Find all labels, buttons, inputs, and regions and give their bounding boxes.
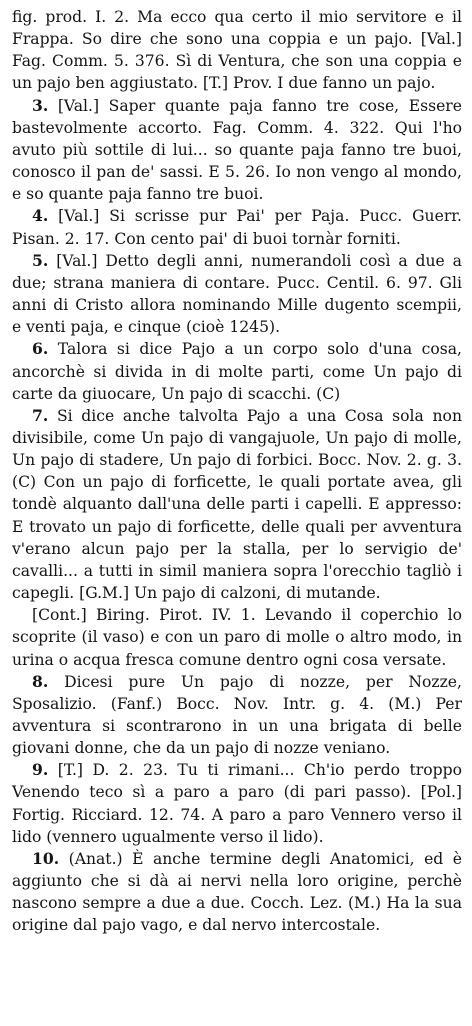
entry-number: 4. <box>32 206 49 226</box>
entry-text: [T.] D. 2. 23. Tu ti rimani... Ch'io perdo troppo Venendo teco sì a paro a paro (di pari passo). [Pol.] Fortig. Ricciard. 12. 74. A paro a paro Vennero verso il lido (vennero ugualmente verso il lido). <box>12 761 462 846</box>
entry-10 <box>12 848 462 937</box>
entry-number: 7. <box>32 405 49 425</box>
entry-text: [Val.] Saper quante paja fanno tre cose, Essere bastevolmente accorto. Fag. Comm. 4. 322. Qui l'ho avuto più sottile di lui... so quante paja fanno tre buoi, conosco il pan de' sassi. E 5. 26. Io non vengo al mondo, e so quante paja fanno tre buoi. <box>12 96 462 204</box>
entry-3 <box>12 95 462 206</box>
entry-continuation <box>12 6 462 95</box>
entry-number: 10. <box>32 848 60 868</box>
entry-number: 6. <box>32 339 49 359</box>
entry-number: 5. <box>32 250 49 270</box>
entry-text: fig. prod. I. 2. Ma ecco qua certo il mio servitore e il Frappa. So dire che sono una coppia e un pajo. [Val.] Fag. Comm. 5. 376. Sì di Ventura, che son una coppia e un pajo ben aggiustato. [T.] Prov. I due fanno un pajo. <box>12 8 462 93</box>
entry-text: Talora si dice Pajo a un corpo solo d'una cosa, ancorchè si divida in di molte parti, come Un pajo di carte da giuocare, Un pajo di scacchi. (C) <box>12 340 462 403</box>
entry-9 <box>12 759 462 848</box>
entry-text: Dicesi pure Un pajo di nozze, per Nozze, Sposalizio. (Fanf.) Bocc. Nov. Intr. g. 4. (M.) Per avventura si scontrarono in un una brigata di belle giovani donne, che da un pajo di nozze veniano. <box>12 672 462 758</box>
entry-text: Si dice anche talvolta Pajo a una Cosa sola non divisibile, come Un pajo di vangajuole, Un pajo di molle, Un pajo di stadere, Un pajo di forbici. Bocc. Nov. 2. g. 3. (C) Con un pajo di forficette, le quali portate avea, gli tondè alquanto dall'una delle parti i capelli. E appresso: E trovato un pajo di forficette, delle quali per avventura v'erano alcun pajo per la stalla, per lo servigio de' cavalli... a tutti in simil maniera sopra l'orecchio tagliò i capegli. [G.M.] Un pajo di calzoni, di mutande. <box>12 406 462 603</box>
entry-4 <box>12 205 462 249</box>
entry-text: (Anat.) È anche termine degli Anatomici, ed è aggiunto che si dà ai nervi nella loro origine, perchè nascono sempre a due a due. Cocch. Lez. (M.) Ha la sua origine dal pajo vago, e dal nervo intercostale. <box>12 849 462 935</box>
entry-number: 8. <box>32 671 49 691</box>
entry-text: [Val.] Si scrisse pur Pai' per Paja. Pucc. Guerr. Pisan. 2. 17. Con cento pai' di buoi tornàr forniti. <box>12 207 462 248</box>
entry-cont-note <box>12 604 462 670</box>
entry-6 <box>12 338 462 404</box>
entry-text: [Val.] Detto degli anni, numerandoli così a due a due; strana maniera di contare. Pucc. Centil. 6. 97. Gli anni di Cristo allora nominando Mille dugento scempii, e venti paja, e cinque (cioè 1245). <box>12 251 462 337</box>
entry-7 <box>12 405 462 604</box>
entry-text: [Cont.] Biring. Pirot. IV. 1. Levando il coperchio lo scoprite (il vaso) e con un paro di molle o altro modo, in urina o acqua fresca comune dentro ogni cosa versate. <box>12 606 462 669</box>
entry-number: 9. <box>32 760 49 780</box>
entry-number: 3. <box>32 95 49 115</box>
entry-5 <box>12 250 462 339</box>
entry-8 <box>12 671 462 760</box>
